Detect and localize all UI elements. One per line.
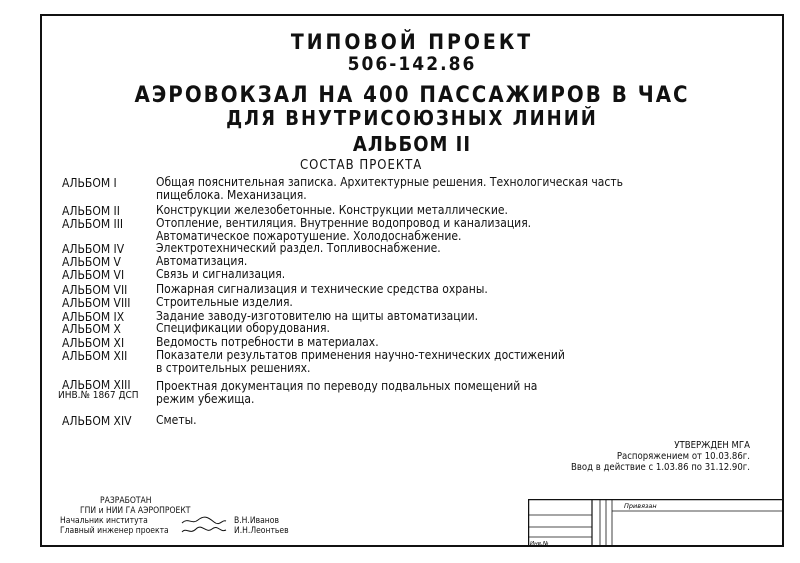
album-label: АЛЬБОМ XIII	[62, 378, 131, 392]
album-description: Задание заводу-изготовителю на щиты автоматизации.	[156, 309, 479, 323]
album-label: АЛЬБОМ IX	[62, 310, 125, 324]
album-label: АЛЬБОМ II	[62, 204, 120, 218]
album-description: Ведомость потребности в материалах.	[156, 335, 379, 349]
album-label: АЛЬБОМ III	[62, 217, 124, 231]
album-description: Пожарная сигнализация и технические средства охраны.	[156, 282, 488, 296]
stamp-attached-label: Привязан	[624, 502, 657, 510]
director-name: В.Н.Иванов	[234, 516, 279, 526]
album-description: Спецификации оборудования.	[156, 321, 330, 335]
developer-organization: ГПИ и НИИ ГА АЭРОПРОЕКТ	[80, 506, 191, 516]
album-label: АЛЬБОМ XII	[62, 349, 128, 363]
project-number: 506-142.86	[347, 53, 477, 75]
album-label: АЛЬБОМ VII	[62, 283, 128, 297]
signature-icon	[180, 516, 228, 526]
developer-heading: РАЗРАБОТАН	[100, 496, 152, 506]
album-description: Конструкции железобетонные. Конструкции металлические.	[156, 203, 508, 217]
developer-block	[60, 496, 289, 536]
subject-line-2: ДЛЯ ВНУТРИСОЮЗНЫХ ЛИНИЙ	[226, 106, 598, 130]
album-label: АЛЬБОМ XIV	[62, 414, 132, 428]
album-label: АЛЬБОМ X	[62, 322, 121, 336]
album-description: Показатели результатов применения научно-технических достижений в строительных решениях.	[156, 348, 565, 375]
album-label: АЛЬБОМ XI	[62, 336, 125, 350]
album-label: АЛЬБОМ IV	[62, 242, 125, 256]
album-description: Строительные изделия.	[156, 295, 293, 309]
contents-heading: СОСТАВ ПРОЕКТА	[300, 158, 423, 173]
chief-engineer-role: Главный инженер проекта	[60, 526, 169, 536]
album-label: АЛЬБОМ I	[62, 176, 117, 190]
approval-block	[571, 440, 750, 473]
project-type-title: ТИПОВОЙ ПРОЕКТ	[290, 30, 534, 54]
chief-engineer-name: И.Н.Леонтьев	[234, 526, 289, 536]
signature-icon	[180, 526, 228, 536]
approval-line: УТВЕРЖДЕН МГА	[674, 440, 750, 451]
approval-order: Распоряжением от 10.03.86г.	[616, 451, 750, 462]
album-description: Связь и сигнализация.	[156, 267, 286, 281]
album-description: Проектная документация по переводу подвальных помещений на режим убежища.	[156, 379, 538, 406]
album-label: АЛЬБОМ VI	[62, 268, 125, 282]
subject-line-1: АЭРОВОКЗАЛ НА 400 ПАССАЖИРОВ В ЧАС	[134, 83, 690, 108]
album-description: Электротехнический раздел. Топливоснабжение.	[156, 241, 441, 255]
stamp-inv-label: Инв.№	[530, 541, 549, 547]
approval-effective-date: Ввод в действие с 1.03.86 по 31.12.90г.	[571, 462, 750, 473]
album-description: Общая пояснительная записка. Архитектурные решения. Технологическая часть пищеблока. Механизация.	[156, 175, 623, 202]
album-title: АЛЬБОМ II	[352, 132, 472, 156]
album-label: АЛЬБОМ VIII	[62, 296, 131, 310]
album-description: Автоматизация.	[156, 254, 248, 268]
title-block-stamp	[528, 499, 784, 547]
album-description: Сметы.	[156, 413, 197, 427]
director-role: Начальник института	[60, 516, 148, 526]
inventory-number: ИНВ.№ 1867 ДСП	[58, 390, 139, 401]
album-label: АЛЬБОМ V	[62, 255, 121, 269]
album-description: Отопление, вентиляция. Внутренние водопровод и канализация. Автоматическое пожаротушение. Холодоснабжение.	[156, 216, 532, 243]
